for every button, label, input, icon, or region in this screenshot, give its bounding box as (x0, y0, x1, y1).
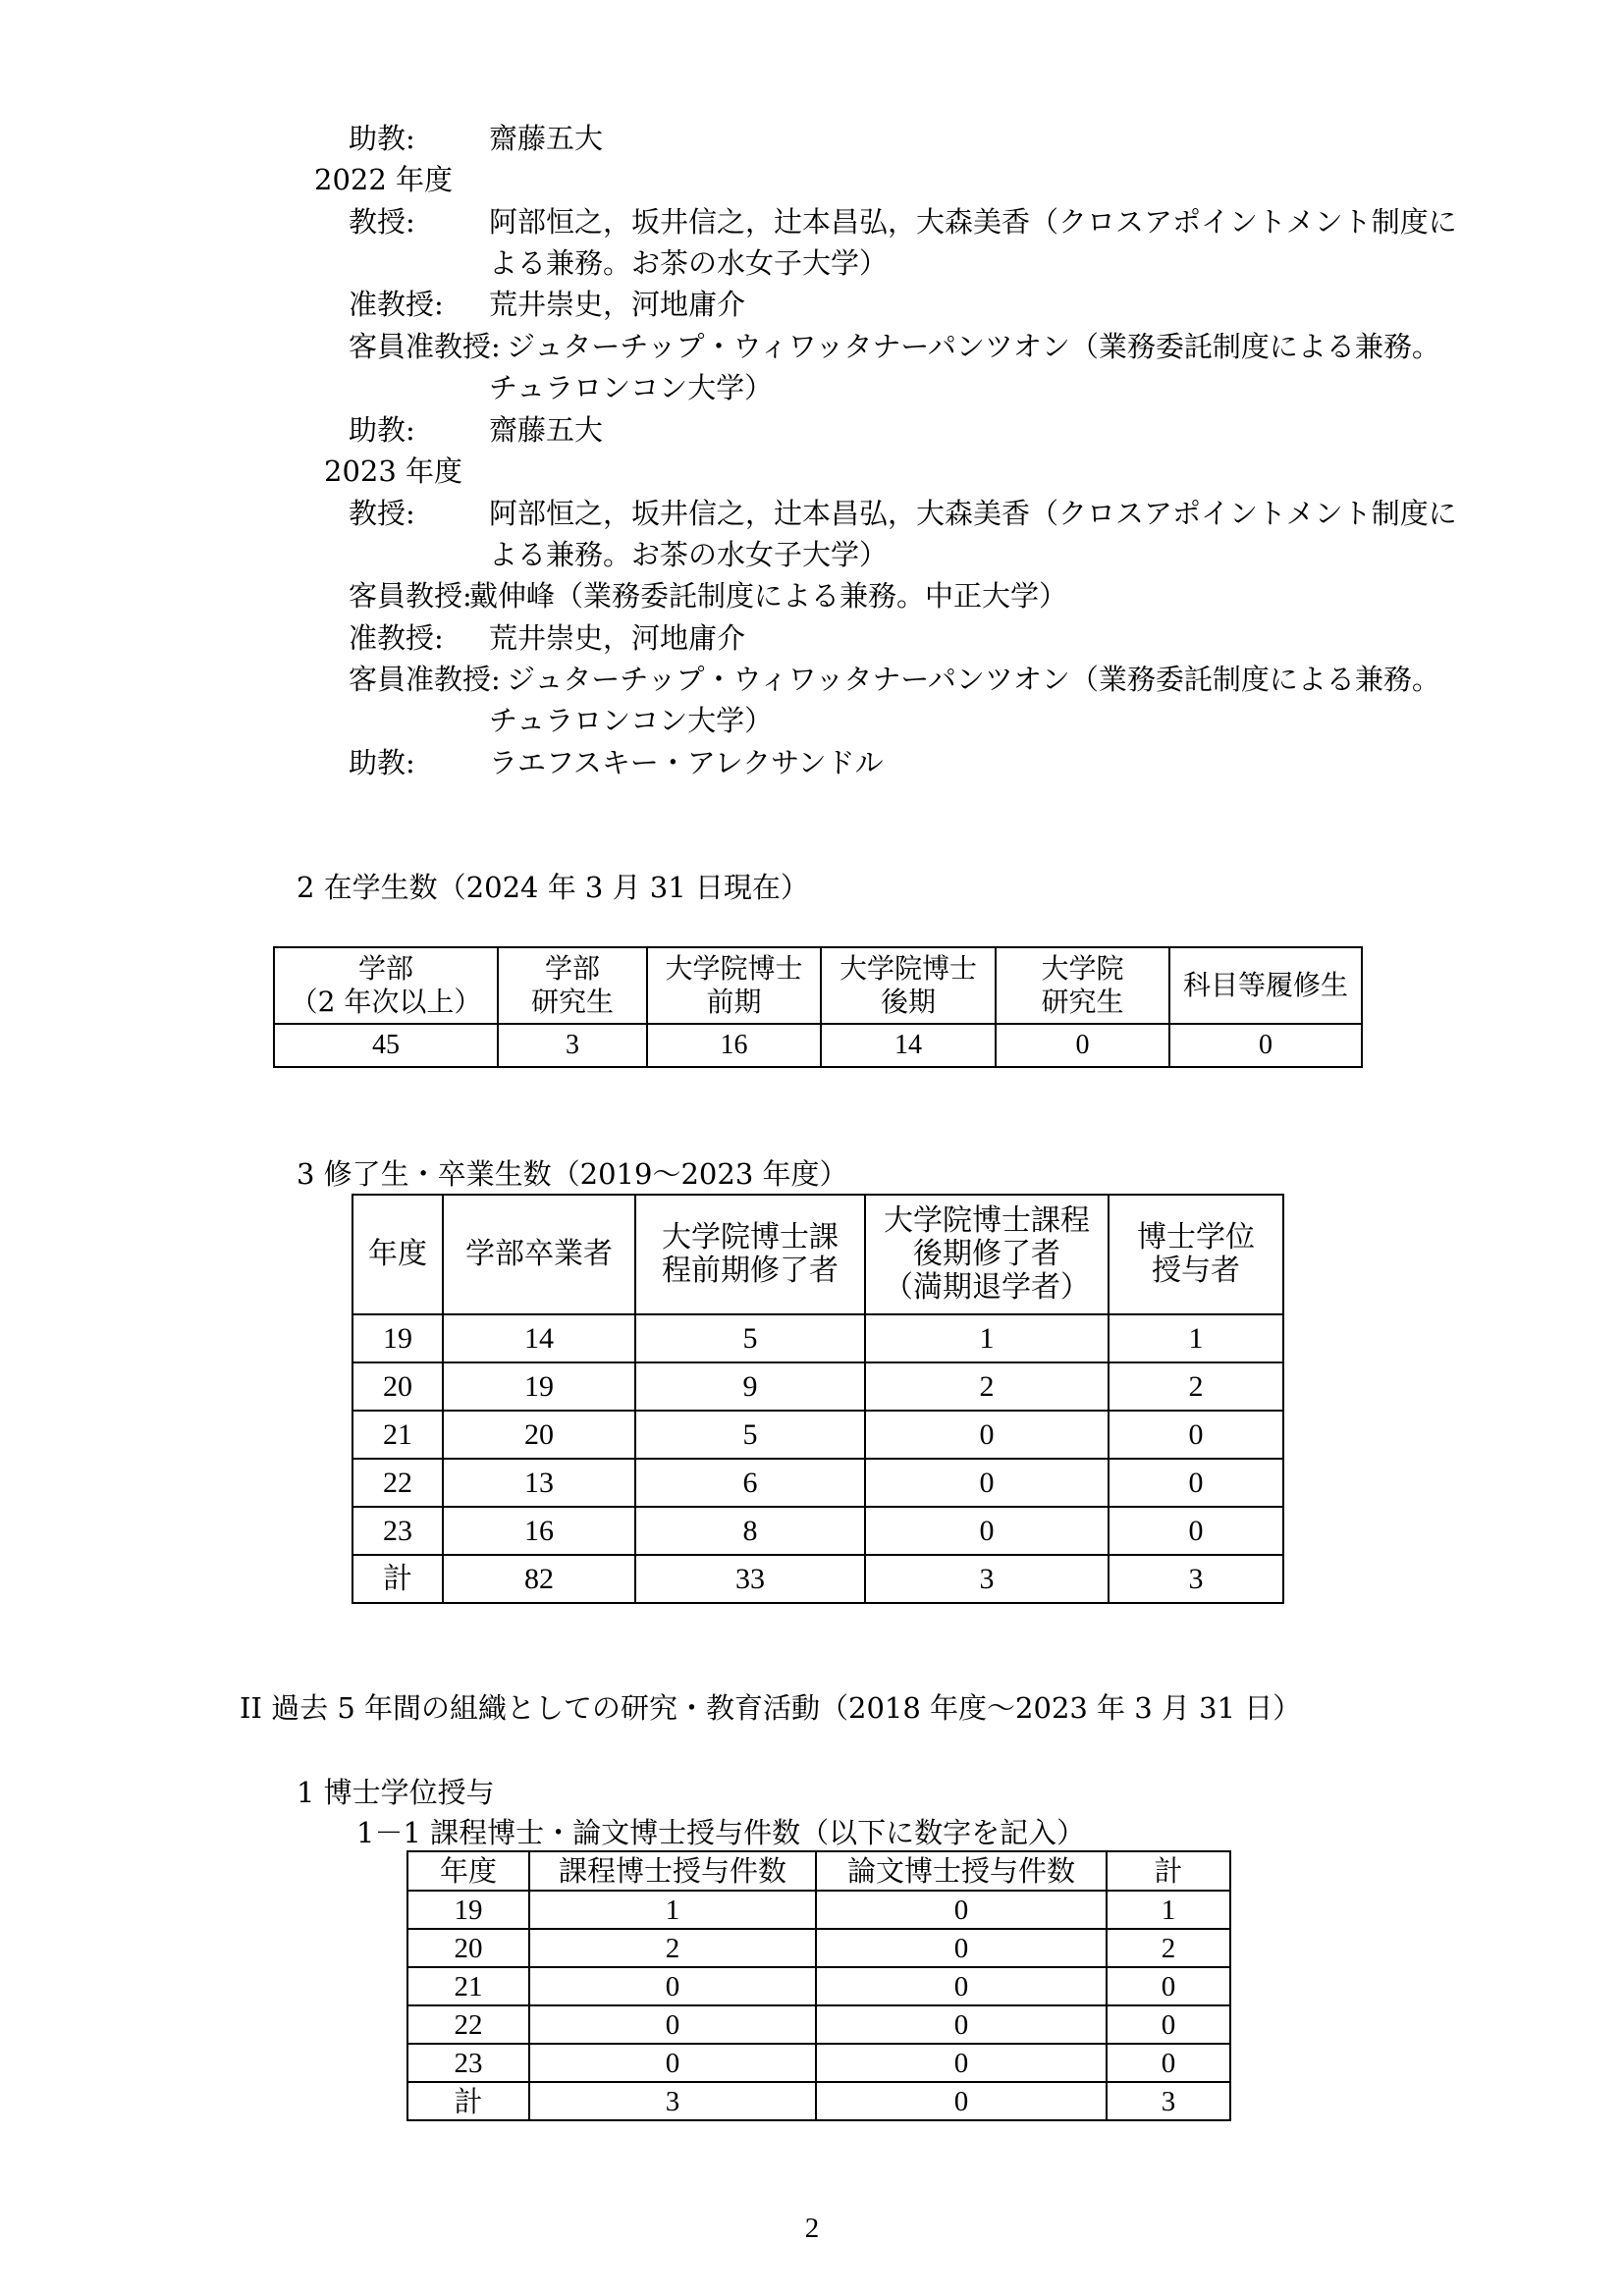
table-cell: 23 (407, 2044, 529, 2082)
table-row (407, 1891, 1230, 1929)
table-row-total (407, 2082, 1230, 2120)
table-cell: 13 (443, 1459, 635, 1507)
table-cell: 33 (635, 1555, 865, 1603)
table-cell: 0 (816, 2005, 1107, 2044)
section-heading: 3 修了生・卒業生数（2019～2023 年度） (297, 1157, 848, 1191)
table-cell: 5 (635, 1411, 865, 1459)
table-header: 博士学位 授与者 (1109, 1195, 1283, 1314)
table-cell: 0 (1107, 1967, 1230, 2005)
section-heading: II 過去 5 年間の組織としての研究・教育活動（2018 年度～2023 年 3 月 31 日） (240, 1691, 1302, 1725)
table-header: 論文博士授与件数 (816, 1851, 1107, 1891)
section-heading: 2 在学生数（2024 年 3 月 31 日現在） (297, 871, 809, 904)
table-row (352, 1459, 1283, 1507)
table-cell: 0 (865, 1411, 1109, 1459)
table-row (352, 1362, 1283, 1411)
graduates-table (352, 1194, 1284, 1604)
table-cell: 2 (529, 1929, 816, 1967)
table-cell: 82 (443, 1555, 635, 1603)
table-cell: 3 (529, 2082, 816, 2120)
table-header: 大学院博士 後期 (821, 947, 996, 1024)
table-row (407, 2005, 1230, 2044)
table-row (352, 1507, 1283, 1555)
table-cell: 0 (865, 1459, 1109, 1507)
table-row (407, 1929, 1230, 1967)
degree-table (406, 1850, 1231, 2121)
staff-line: 助教: 齋藤五大 (349, 413, 604, 447)
table-cell: 45 (274, 1024, 498, 1067)
staff-line: 客員准教授: ジュターチップ・ウィワッタナーパンツオン（業務委託制度による兼務。 (349, 663, 1440, 696)
table-cell: 19 (443, 1362, 635, 1411)
table-cell: 1 (865, 1314, 1109, 1362)
table-cell: 8 (635, 1507, 865, 1555)
staff-line-continuation: チュラロンコン大学） (489, 371, 774, 404)
table-cell: 0 (529, 1967, 816, 2005)
table-cell: 0 (816, 1891, 1107, 1929)
table-cell: 1 (529, 1891, 816, 1929)
table-cell: 0 (865, 1507, 1109, 1555)
table-cell: 1 (1107, 1891, 1230, 1929)
table-cell: 0 (529, 2005, 816, 2044)
table-cell: 0 (1107, 2044, 1230, 2082)
staff-line: 助教: 齋藤五大 (349, 122, 604, 155)
table-row (352, 1314, 1283, 1362)
table-cell: 2 (1109, 1362, 1283, 1411)
table-cell: 0 (1109, 1411, 1283, 1459)
table-cell: 3 (498, 1024, 647, 1067)
year-heading: 2022 年度 (314, 163, 454, 196)
table-header: 大学院博士 前期 (647, 947, 821, 1024)
table-header: 学部 研究生 (498, 947, 647, 1024)
table-cell: 0 (1109, 1459, 1283, 1507)
table-header: 科目等履修生 (1169, 947, 1362, 1024)
staff-line: 准教授: 荒井崇史，河地庸介 (349, 288, 746, 321)
table-cell: 21 (407, 1967, 529, 2005)
table-cell: 計 (407, 2082, 529, 2120)
table-header: 学部卒業者 (443, 1195, 635, 1314)
table-cell: 2 (865, 1362, 1109, 1411)
table-cell: 0 (816, 2044, 1107, 2082)
table-cell: 0 (816, 2082, 1107, 2120)
table-cell: 20 (407, 1929, 529, 1967)
table-cell: 0 (1169, 1024, 1362, 1067)
table-cell: 3 (1109, 1555, 1283, 1603)
table-cell: 9 (635, 1362, 865, 1411)
table-cell: 0 (996, 1024, 1169, 1067)
table-header: 大学院博士課程 後期修了者 （満期退学者） (865, 1195, 1109, 1314)
staff-line-continuation: チュラロンコン大学） (489, 704, 774, 737)
table-cell: 0 (1109, 1507, 1283, 1555)
page-number: 2 (804, 2213, 820, 2244)
table-row (352, 1411, 1283, 1459)
table-header: 大学院 研究生 (996, 947, 1169, 1024)
table-cell: 23 (352, 1507, 443, 1555)
staff-line-continuation: よる兼務。お茶の水女子大学） (489, 538, 889, 571)
table-row (274, 1024, 1362, 1067)
table-cell: 3 (1107, 2082, 1230, 2120)
table-header: 年度 (407, 1851, 529, 1891)
table-cell: 2 (1107, 1929, 1230, 1967)
table-cell: 22 (407, 2005, 529, 2044)
table-header: 学部 （2 年次以上） (274, 947, 498, 1024)
table-header: 課程博士授与件数 (529, 1851, 816, 1891)
table-cell: 6 (635, 1459, 865, 1507)
table-cell: 0 (1107, 2005, 1230, 2044)
table-row (407, 2044, 1230, 2082)
table-cell: 0 (529, 2044, 816, 2082)
staff-line: 准教授: 荒井崇史，河地庸介 (349, 621, 746, 655)
table-cell: 14 (443, 1314, 635, 1362)
table-cell: 3 (865, 1555, 1109, 1603)
table-cell: 19 (352, 1314, 443, 1362)
table-cell: 20 (352, 1362, 443, 1411)
table-cell: 0 (816, 1967, 1107, 2005)
table-header: 計 (1107, 1851, 1230, 1891)
table-cell: 1 (1109, 1314, 1283, 1362)
subsection-heading: 1 博士学位授与 (297, 1776, 495, 1809)
staff-line: 教授: 阿部恒之，坂井信之，辻本昌弘，大森美香（クロスアポイントメント制度に (349, 205, 1457, 239)
table-row-total (352, 1555, 1283, 1603)
enrollment-table (273, 946, 1363, 1068)
table-header: 大学院博士課 程前期修了者 (635, 1195, 865, 1314)
table-cell: 0 (816, 1929, 1107, 1967)
table-cell: 20 (443, 1411, 635, 1459)
table-cell: 22 (352, 1459, 443, 1507)
table-cell: 16 (647, 1024, 821, 1067)
subsection-heading: 1－1 課程博士・論文博士授与件数（以下に数字を記入） (356, 1816, 1086, 1849)
staff-line-continuation: よる兼務。お茶の水女子大学） (489, 246, 889, 280)
table-cell: 16 (443, 1507, 635, 1555)
staff-line: 助教: ラエフスキー・アレクサンドル (349, 746, 884, 779)
table-cell: 計 (352, 1555, 443, 1603)
staff-line: 客員教授:戴伸峰（業務委託制度による兼務。中正大学） (349, 579, 1068, 613)
staff-line: 教授: 阿部恒之，坂井信之，辻本昌弘，大森美香（クロスアポイントメント制度に (349, 497, 1457, 530)
year-heading: 2023 年度 (324, 454, 463, 488)
table-cell: 21 (352, 1411, 443, 1459)
table-cell: 19 (407, 1891, 529, 1929)
staff-line: 客員准教授: ジュターチップ・ウィワッタナーパンツオン（業務委託制度による兼務。 (349, 330, 1440, 363)
table-cell: 5 (635, 1314, 865, 1362)
table-header: 年度 (352, 1195, 443, 1314)
table-cell: 14 (821, 1024, 996, 1067)
table-row (407, 1967, 1230, 2005)
